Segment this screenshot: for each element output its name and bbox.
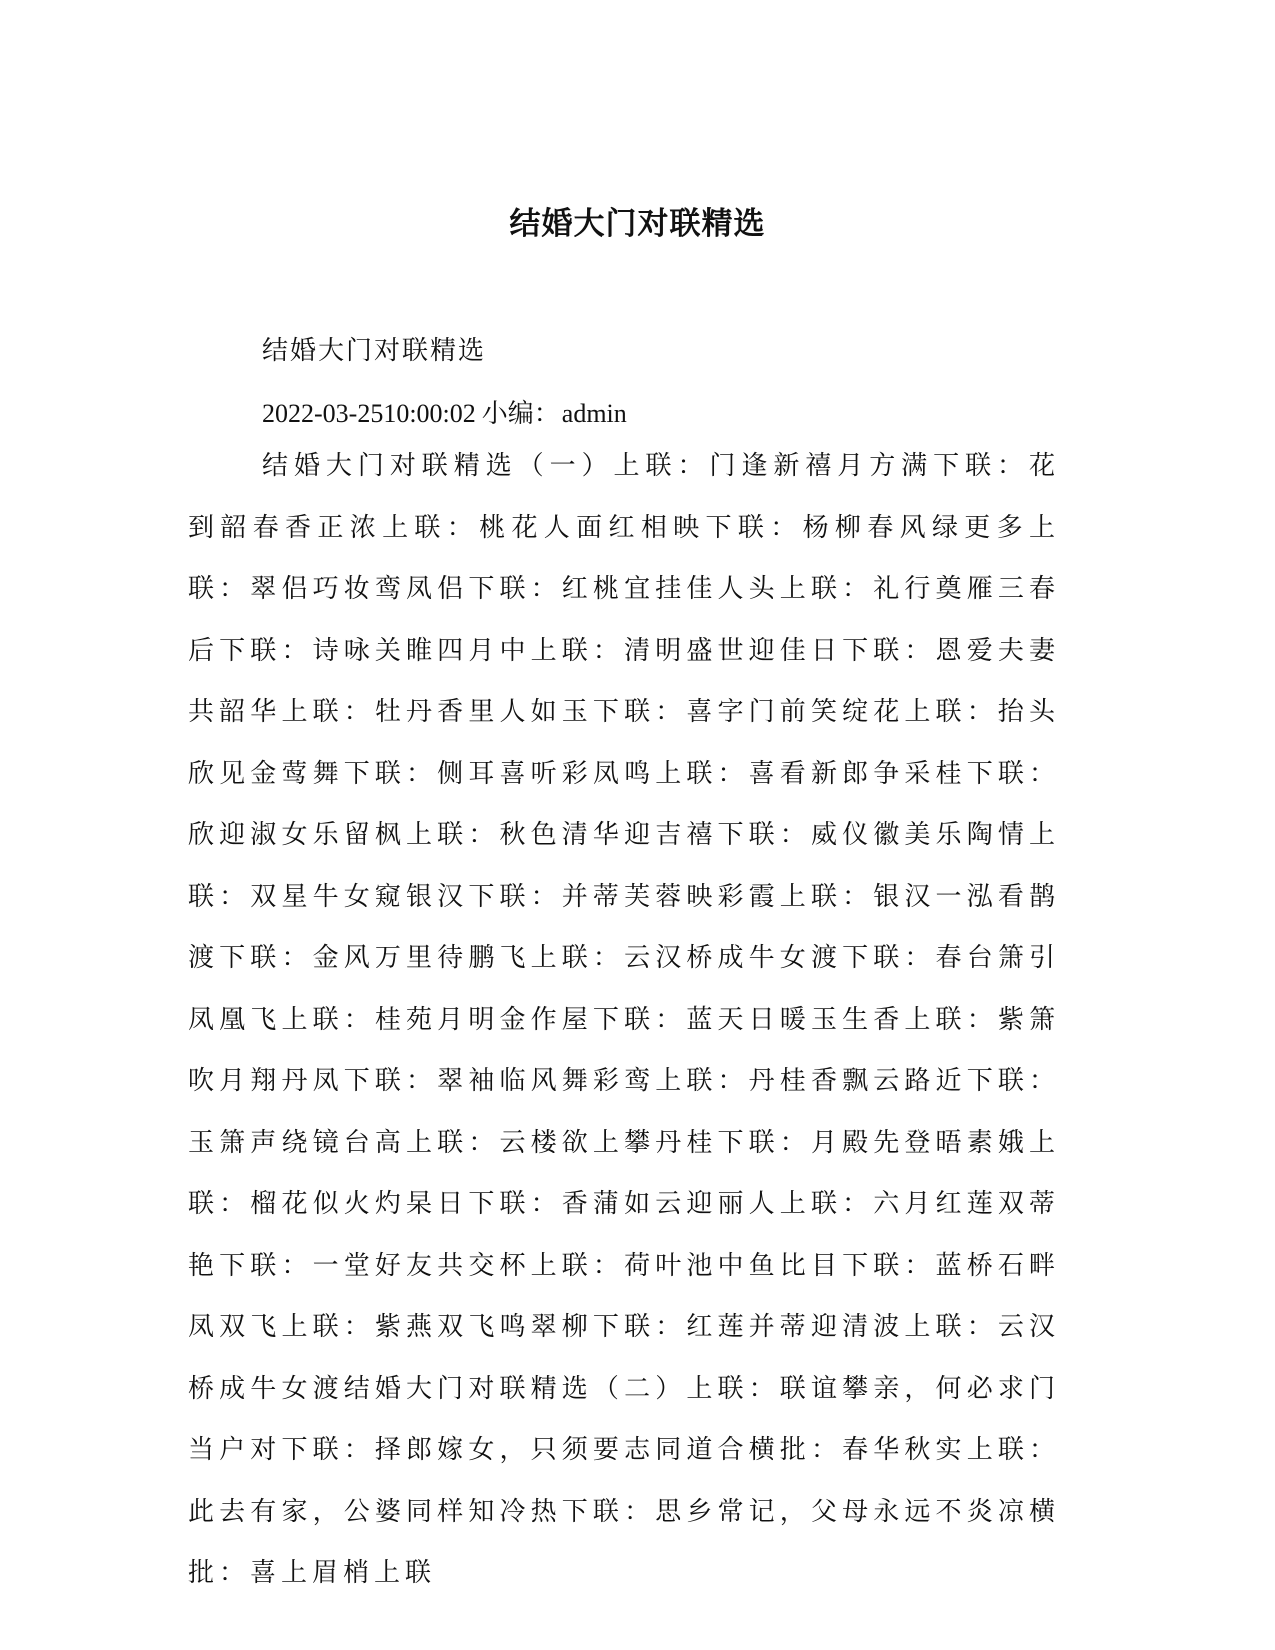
article-meta bbox=[262, 396, 627, 432]
publish-date: 2022-03-2510:00:02 bbox=[262, 399, 476, 428]
article-body: 结婚大门对联精选（一）上联：门逢新禧月方满下联：花到韶春香正浓上联：桃花人面红相映下联：杨柳春风绿更多上联：翠侣巧妆鸾凤侣下联：红桃宜挂佳人头上联：礼行奠雁三春后下联：诗咏关睢四月中上联：清明盛世迎佳日下联：恩爱夫妻共韶华上联：牡丹香里人如玉下联：喜字门前笑绽花上联：抬头欣见金莺舞下联：侧耳喜听彩凤鸣上联：喜看新郎争采桂下联：欣迎淑女乐留枫上联：秋色清华迎吉禧下联：威仪徽美乐陶情上联：双星牛女窥银汉下联：并蒂芙蓉映彩霞上联：银汉一泓看鹊渡下联：金风万里待鹏飞上联：云汉桥成牛女渡下联：春台箫引凤凰飞上联：桂苑月明金作屋下联：蓝天日暖玉生香上联：紫箫吹月翔丹凤下联：翠袖临风舞彩鸾上联：丹桂香飘云路近下联：玉箫声绕镜台高上联：云楼欲上攀丹桂下联：月殿先登晤素娥上联：榴花似火灼杲日下联：香蒲如云迎丽人上联：六月红莲双蒂艳下联：一堂好友共交杯上联：荷叶池中鱼比目下联：蓝桥石畔凤双飞上联：紫燕双飞鸣翠柳下联：红莲并蒂迎清波上联：云汉桥成牛女渡结婚大门对联精选（二）上联：联谊攀亲，何必求门当户对下联：择郎嫁女，只须要志同道合横批：春华秋实上联：此去有家，公婆同样知冷热下联：思乡常记，父母永远不炎凉横批：喜上眉梢上联 bbox=[188, 451, 1060, 1588]
editor-label: 小编： bbox=[481, 399, 560, 429]
article-heading: 结婚大门对联精选 bbox=[262, 336, 487, 366]
document-title: 结婚大门对联精选 bbox=[509, 206, 766, 242]
editor-name: admin bbox=[561, 399, 627, 428]
